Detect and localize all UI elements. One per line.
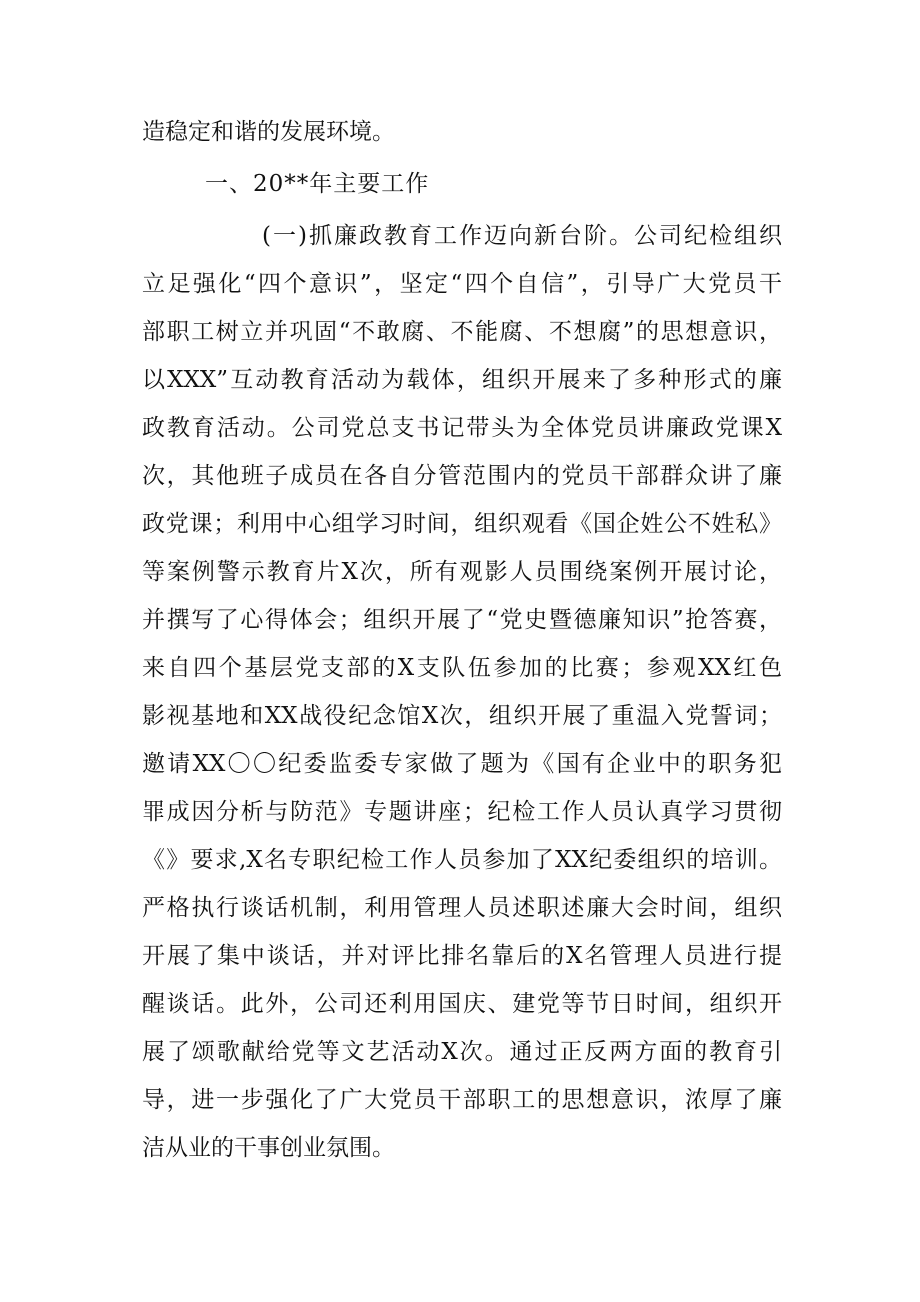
section-heading: 一、20**年主要工作	[205, 171, 430, 197]
paragraph-line: 以XXX”互动教育活动为载体，组织开展来了多种形式的廉	[142, 367, 782, 393]
paragraph-line: 等案例警示教育片X次，所有观影人员围绕案例开展讨论，	[142, 559, 782, 585]
paragraph-line: 来自四个基层党支部的X支队伍参加的比赛；参观XX红色	[142, 655, 782, 681]
paragraph-line: 政党课；利用中心组学习时间，组织观看《国企姓公不姓私》	[142, 511, 782, 537]
paragraph-line: 导，进一步强化了广大党员干部职工的思想意识，浓厚了廉	[142, 1087, 782, 1113]
paragraph-line: 醒谈话。此外，公司还利用国庆、建党等节日时间，组织开	[142, 991, 782, 1017]
paragraph-line: 造稳定和谐的发展环境。	[142, 119, 395, 145]
subsection-heading-line: (一)抓廉政教育工作迈向新台阶。公司纪检组织	[262, 223, 782, 249]
paragraph-line: 展了颂歌献给党等文艺活动X次。通过正反两方面的教育引	[142, 1039, 782, 1065]
paragraph-line: 政教育活动。公司党总支书记带头为全体党员讲廉政党课X	[142, 415, 782, 441]
paragraph-line: 立足强化“四个意识”，坚定“四个自信”，引导广大党员干	[142, 271, 782, 297]
paragraph-line: 次，其他班子成员在各自分管范围内的党员干部群众讲了廉	[142, 463, 782, 489]
paragraph-line: 严格执行谈话机制，利用管理人员述职述廉大会时间，组织	[142, 895, 782, 921]
paragraph-line: 邀请XX〇〇纪委监委专家做了题为《国有企业中的职务犯	[142, 751, 782, 777]
paragraph-line: 影视基地和XX战役纪念馆X次，组织开展了重温入党誓词；	[142, 703, 782, 729]
paragraph-line: 洁从业的干事创业氛围。	[142, 1135, 395, 1161]
paragraph-line: 部职工树立并巩固“不敢腐、不能腐、不想腐”的思想意识，	[142, 319, 782, 345]
paragraph-line: 并撰写了心得体会；组织开展了“党史暨德廉知识”抢答赛，	[142, 607, 782, 633]
paragraph-line: 开展了集中谈话，并对评比排名靠后的X名管理人员进行提	[142, 943, 782, 969]
paragraph-line: 《》要求,X名专职纪检工作人员参加了XX纪委组织的培训。	[142, 847, 782, 873]
paragraph-line: 罪成因分析与防范》专题讲座；纪检工作人员认真学习贯彻	[142, 799, 782, 825]
